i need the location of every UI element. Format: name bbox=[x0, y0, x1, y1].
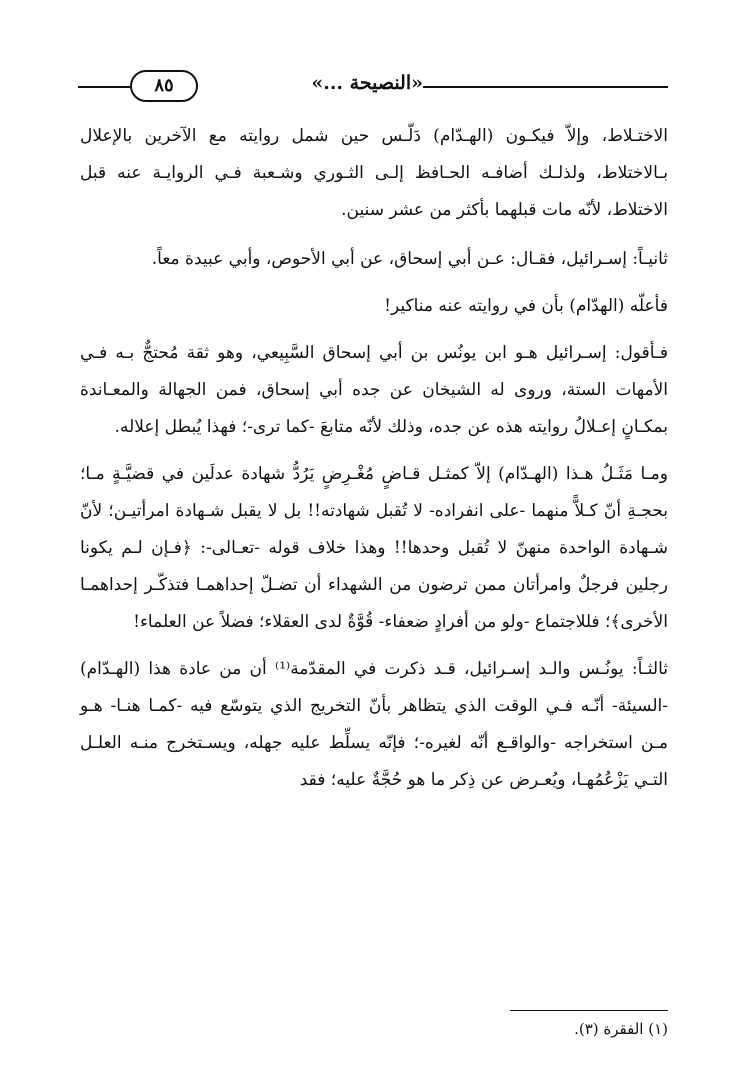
paragraph-6: ثالثـاً: يونُـس والـد إسـرائيل، قـد ذكرت في المقدّمة⁽¹⁾ أن من عادة هذا (الهـدّام) -السيئة- أنّـه فـي الوقت الذي يتظاهر بأنّ التخريج الذي يتوسّع فيه -كمـا هنـا- هـو مـن استخراجه -والواقـع أنّه لغيره-؛ فإنّه يسلِّط عليه جهله، ويسـتخرج منـه العلـل التـي يَزْعُمُهـا، ويُعـرض عن ذِكر ما هو حُجَّةٌ عليه؛ فقد bbox=[80, 659, 668, 790]
paragraph-3: فأعلّه (الهدّام) بأن في روايته عنه مناكير! bbox=[384, 296, 668, 316]
page-body bbox=[80, 118, 668, 809]
paragraph-2: ثانيـاً: إسـرائيل، فقـال: عـن أبي إسحاق، عن أبي الأحوص، وأبي عبيدة معاً. bbox=[151, 249, 668, 269]
paragraph-1: الاختـلاط، وإلاّ فيكـون (الهـدّام) دَلّـس حين شمل روايته مع الآخرين بالإعلال بـالاختلاط، ولذلـك أضافـه الحـافظ إلـى الثـوري وشـعبة فـي الروايـة عنه قبل الاختلاط، لأنّه مات قبلهما بأكثر من عشر سنين. bbox=[80, 126, 668, 220]
running-title: «النصيحة ...» bbox=[311, 72, 423, 94]
page-number: ٨٥ bbox=[130, 70, 198, 102]
footnote: (١) الفقرة (٣). bbox=[574, 1020, 668, 1038]
paragraph-4: فـأقول: إسـرائيل هـو ابن يونُس بن أبي إسحاق السَّبِيعي، وهو ثقة مُحتجٌّ بـه فـي الأمهات الستة، وروى له الشيخان عن جده أبي إسحاق، فمن الجهالة والمعـاندة بمكـانٍ إعـلالُ روايته هذه عن جده، وذلك لأنّه متابعَ -كما ترى-؛ فهذا يُبطل إعلاله. bbox=[80, 343, 668, 437]
header-rule-left bbox=[78, 86, 130, 88]
header-rule-right bbox=[423, 86, 668, 88]
paragraph-5: ومـا مَثَـلُ هـذا (الهـدّام) إلاّ كمثـل قـاضٍ مُغْـرِضٍ يَرُدُّ شهادة عدلَين في قضيَّـةٍ مـا؛ بحجـةِ أنّ كـلاًّ منهما -على انفراده- لا تُقبل شهادته!! بل لا يقبل شـهادة امرأتيـن؛ لأنّ شـهادة الواحدة منهنّ لا تُقبل وحدها!! وهذا خلاف قوله -تعـالى-: ﴿فـإن لـم يكونا رجلين فرجلٌ وامرأتان ممن ترضون من الشهداء أن تضـلّ إحداهمـا فتذكّـر إحداهمـا الأخرى﴾؛ فللاجتماع -ولو من أفرادٍ ضعفاء- قُوَّةٌ لدى العقلاء؛ فضلاً عن العلماء! bbox=[80, 464, 668, 632]
page-header bbox=[78, 66, 668, 106]
footnote-separator bbox=[510, 1010, 668, 1011]
